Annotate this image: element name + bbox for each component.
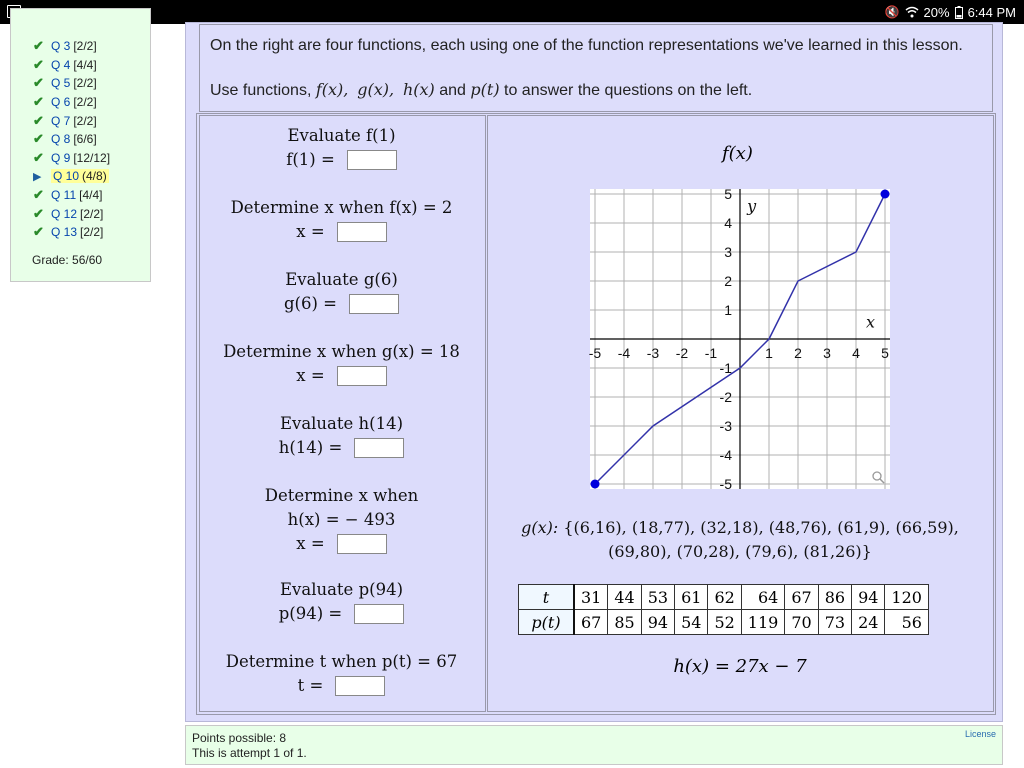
sidebar-item-score: [2/2] — [73, 76, 97, 91]
question-list — [33, 37, 110, 242]
g-set-label: g(x): — [521, 518, 559, 537]
p-table-t-row — [519, 585, 929, 610]
sidebar-item-score: [12/12] — [73, 150, 111, 165]
sidebar-item-score: [4/4] — [79, 188, 103, 203]
x-tick-label: 3 — [823, 345, 831, 361]
question-1-label: f(1) = — [286, 150, 335, 169]
question-7-label: p(94) = — [278, 604, 343, 623]
p-table-t-cell: 44 — [608, 585, 641, 610]
x-tick-label: -2 — [675, 345, 689, 361]
function-graph — [580, 180, 900, 495]
checkmark-icon: ✔ — [33, 131, 44, 147]
checkmark-icon: ✔ — [33, 149, 44, 165]
sidebar-question-link[interactable]: Q 7 — [51, 113, 71, 128]
question-1-prompt: Evaluate f(1) — [287, 126, 396, 145]
p-table-p-cell: 70 — [785, 610, 818, 635]
p-table-p-cell: 73 — [818, 610, 851, 635]
question-3-prompt: Evaluate g(6) — [285, 270, 398, 289]
y-tick-label: 4 — [724, 215, 732, 231]
question-3-label: g(6) = — [283, 294, 337, 313]
y-tick-label: -4 — [719, 447, 732, 463]
question-2-prompt: Determine x when f(x) = 2 — [230, 198, 453, 217]
battery-icon — [955, 6, 963, 19]
answer-input-8[interactable] — [335, 676, 385, 696]
sidebar-item-label — [51, 132, 97, 146]
sidebar-item-score: [6/6] — [73, 132, 97, 147]
p-table-t-cell: 61 — [675, 585, 708, 610]
question-intro — [199, 24, 993, 112]
y-tick-label: 3 — [724, 244, 732, 260]
sidebar-item-score: [2/2] — [80, 206, 104, 221]
question-8-label: t = — [297, 676, 324, 695]
sidebar-item-score: [2/2] — [80, 225, 104, 240]
y-tick-label: -2 — [719, 389, 732, 405]
sidebar-question-link[interactable]: Q 3 — [51, 39, 71, 54]
checkmark-icon: ✔ — [33, 205, 44, 221]
points-possible: Points possible: 8 — [192, 731, 287, 745]
x-tick-label: 1 — [765, 345, 773, 361]
x-tick-label: -5 — [588, 345, 602, 361]
p-table-p-row — [519, 610, 929, 635]
y-tick-label: -5 — [719, 476, 732, 492]
p-table-p-cell: 85 — [608, 610, 641, 635]
x-tick-label: 5 — [881, 345, 889, 361]
checkmark-icon: ✔ — [33, 224, 44, 240]
sidebar-item-q7[interactable] — [33, 111, 110, 130]
g-set-line-2: (69,80), (70,28), (79,6), (81,26)} — [608, 542, 872, 561]
question-3 — [199, 268, 484, 316]
p-table — [518, 584, 929, 635]
question-1 — [199, 124, 484, 172]
wifi-icon — [905, 6, 919, 18]
p-table-p-cell: 119 — [741, 610, 785, 635]
sidebar-item-score: [2/2] — [73, 113, 97, 128]
question-5 — [199, 412, 484, 460]
answer-input-5[interactable] — [354, 438, 404, 458]
sidebar-item-q9[interactable] — [33, 149, 110, 168]
endpoint-dot — [881, 190, 890, 199]
footer — [185, 725, 1003, 765]
clock: 6:44 PM — [967, 4, 1016, 20]
sidebar-item-q8[interactable] — [33, 130, 110, 149]
answer-input-3[interactable] — [349, 294, 399, 314]
sidebar-item-label — [51, 207, 103, 221]
y-tick-label: 2 — [724, 273, 732, 289]
sidebar-question-link[interactable]: Q 9 — [51, 150, 71, 165]
question-6 — [199, 484, 484, 556]
question-6-prompt: Determine x when — [264, 486, 419, 505]
sidebar-item-label — [51, 114, 97, 128]
p-table-p-header: p(t) — [519, 610, 575, 635]
p-table-t-cell: 94 — [852, 585, 885, 610]
battery-percent: 20% — [923, 4, 950, 20]
x-tick-label: 4 — [852, 345, 860, 361]
chart-title: f(x) — [722, 143, 753, 164]
p-table-p-cell: 24 — [852, 610, 885, 635]
license-link[interactable]: License — [964, 729, 996, 739]
y-tick-label: -3 — [719, 418, 732, 434]
sidebar-item-label — [51, 225, 103, 239]
sidebar-question-link[interactable]: Q 11 — [51, 188, 77, 203]
question-4 — [199, 340, 484, 388]
sidebar-question-link[interactable]: Q 12 — [51, 206, 78, 221]
y-tick-label: -1 — [719, 360, 732, 376]
p-table-t-cell: 120 — [885, 585, 929, 610]
sidebar-question-link[interactable]: Q 10 — [53, 169, 80, 184]
question-5-prompt: Evaluate h(14) — [279, 414, 404, 433]
p-table-t-cell: 67 — [785, 585, 818, 610]
sidebar-item-label — [51, 39, 97, 53]
p-table-t-cell: 31 — [574, 585, 608, 610]
answer-input-7[interactable] — [354, 604, 404, 624]
checkmark-icon: ✔ — [33, 112, 44, 128]
p-table-t-cell: 64 — [741, 585, 785, 610]
question-2-label: x = — [296, 222, 325, 241]
x-tick-label: 2 — [794, 345, 802, 361]
checkmark-icon: ✔ — [33, 94, 44, 110]
x-tick-label: -4 — [617, 345, 631, 361]
sidebar-item-q3[interactable] — [33, 37, 110, 56]
p-table-p-cell: 67 — [574, 610, 608, 635]
sidebar-item-score: [2/2] — [73, 39, 97, 54]
p-table-t-cell: 86 — [818, 585, 851, 610]
current-arrow-icon: ▶ — [33, 170, 42, 183]
sidebar-item-label — [51, 95, 97, 109]
sidebar-item-q6[interactable] — [33, 93, 110, 112]
sidebar-item-score: [2/2] — [73, 95, 97, 110]
question-4-label: x = — [296, 366, 325, 385]
h-definition: h(x) = 27x − 7 — [673, 656, 807, 677]
attempt-text: This is attempt 1 of 1. — [192, 746, 307, 760]
sidebar-item-q11[interactable] — [33, 186, 110, 205]
sidebar-question-link[interactable]: Q 5 — [51, 76, 71, 91]
intro-text: On the right are four functions, each using one of the function representations we've learned in this lesson. — [210, 37, 963, 54]
checkmark-icon: ✔ — [33, 56, 44, 72]
p-table-t-header: t — [519, 585, 575, 610]
intro-instructions: Use functions, f(x), g(x), h(x) and p(t) to answer the questions on the left. — [210, 80, 753, 99]
answer-input-1[interactable] — [347, 150, 397, 170]
x-tick-label: -3 — [646, 345, 660, 361]
answer-input-4[interactable] — [337, 366, 387, 386]
y-axis-label: y — [747, 196, 757, 216]
question-8-prompt: Determine t when p(t) = 67 — [225, 652, 458, 671]
sidebar-item-score: (4/8) — [82, 169, 107, 184]
question-6-label: x = — [296, 534, 325, 553]
sidebar-item-score: [4/4] — [73, 57, 97, 72]
sidebar-item-q12[interactable] — [33, 204, 110, 223]
sidebar-item-q13[interactable] — [33, 223, 110, 242]
sidebar-item-label — [51, 188, 102, 202]
p-table-p-cell: 52 — [708, 610, 741, 635]
sidebar-item-q4[interactable] — [33, 56, 110, 75]
p-table-p-cell: 56 — [885, 610, 929, 635]
status-bar-right — [885, 0, 1016, 24]
p-table-t-cell: 53 — [641, 585, 674, 610]
p-table-p-cell: 94 — [641, 610, 674, 635]
question-7 — [199, 578, 484, 626]
x-axis-label: x — [865, 312, 876, 332]
p-table-p-cell: 54 — [675, 610, 708, 635]
sidebar-item-label — [51, 169, 109, 183]
g-set-definition — [500, 516, 980, 564]
sidebar-item-q10[interactable] — [33, 167, 110, 186]
y-tick-label: 5 — [724, 186, 732, 202]
sidebar-question-link[interactable]: Q 6 — [51, 95, 71, 110]
sidebar-item-q5[interactable] — [33, 74, 110, 93]
answer-input-2[interactable] — [337, 222, 387, 242]
question-nav-sidebar — [10, 8, 151, 282]
question-6-prompt-2: h(x) = − 493 — [287, 510, 396, 529]
checkmark-icon: ✔ — [33, 75, 44, 91]
sidebar-item-label — [51, 151, 110, 165]
question-8 — [199, 650, 484, 698]
sidebar-question-link[interactable]: Q 13 — [51, 225, 78, 240]
endpoint-dot — [591, 480, 600, 489]
status-bar — [0, 0, 1024, 24]
p-table-t-cell: 62 — [708, 585, 741, 610]
sidebar-item-label — [51, 76, 97, 90]
g-set-line-1: {(6,16), (18,77), (32,18), (48,76), (61,9), (66,59), — [563, 518, 959, 537]
sidebar-item-label — [51, 58, 97, 72]
answer-input-6[interactable] — [337, 534, 387, 554]
y-tick-label: 1 — [724, 302, 732, 318]
question-7-prompt: Evaluate p(94) — [279, 580, 404, 599]
question-5-label: h(14) = — [278, 438, 343, 457]
sidebar-question-link[interactable]: Q 4 — [51, 57, 71, 72]
checkmark-icon: ✔ — [33, 38, 44, 54]
mute-icon: 🔇 — [884, 5, 900, 19]
x-tick-label: -1 — [704, 345, 718, 361]
checkmark-icon: ✔ — [33, 187, 44, 203]
sidebar-question-link[interactable]: Q 8 — [51, 132, 71, 147]
grade-text: Grade: 56/60 — [32, 253, 103, 267]
question-2 — [199, 196, 484, 244]
question-4-prompt: Determine x when g(x) = 18 — [223, 342, 460, 361]
